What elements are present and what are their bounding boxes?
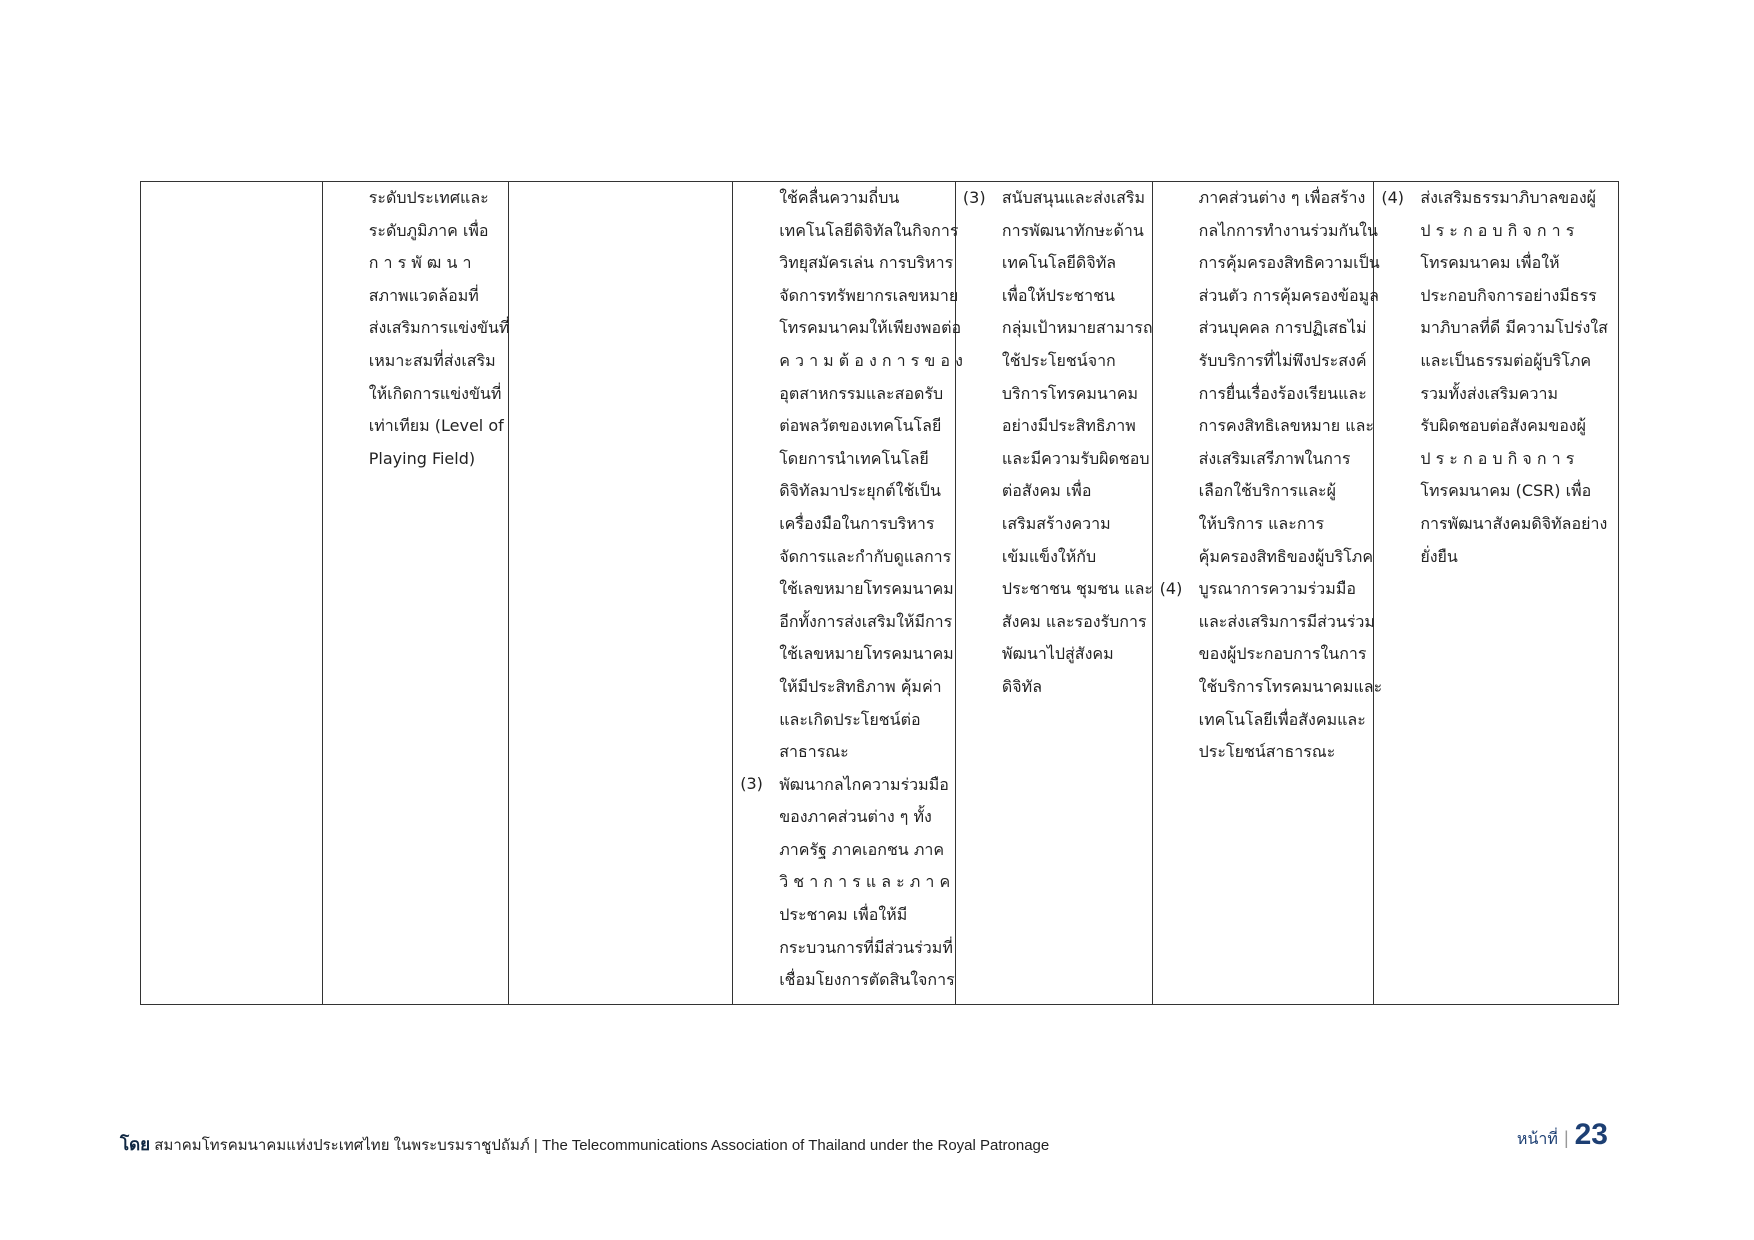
text-line: กลุ่มเป้าหมายสามารถ [1001,318,1153,338]
text-line: จัดการทรัพยากรเลขหมาย [779,285,959,305]
text-line: ประชาคม เพื่อให้มี [779,905,908,925]
table-column-4 [733,182,963,1004]
text-line: ดิจิทัลมาประยุกต์ใช้เป็น [779,481,941,501]
text-line: สาธารณะ [779,742,849,762]
table-column-5 [956,182,1153,1004]
text-line: เหมาะสมที่ส่งเสริม [368,350,496,370]
text-line: พัฒนากลไกความร่วมมือ [779,774,949,794]
text-line: รวมทั้งส่งเสริมความ [1420,383,1558,403]
page-number: 23 [1574,1118,1608,1151]
table-column-1 [141,182,323,1004]
footer-credit [120,1131,1049,1158]
text-line: โทรคมนาคม (CSR) เพื่อ [1420,481,1592,501]
text-line: เครื่องมือในการบริหาร [779,513,935,533]
text-line: ใช้บริการโทรคมนาคมและ [1198,676,1383,696]
text-line: ยั่งยืน [1420,546,1458,566]
item-number: (4) [1381,188,1405,207]
table-column-7 [1374,182,1618,1004]
text-line: มาภิบาลที่ดี มีความโปร่งใส [1420,318,1608,338]
text-line: สภาพแวดล้อมที่ [368,285,479,305]
text-line: ต่อสังคม เพื่อ [1001,481,1092,501]
text-line: Playing Field) [368,448,476,468]
item-number: (4) [1159,579,1183,598]
text-line: ระดับประเทศและ [368,188,489,207]
text-line: เท่าเทียม (Level of [368,416,504,436]
text-line: เทคโนโลยีดิจิทัลในกิจการ [779,220,959,240]
text-line: เทคโนโลยีดิจิทัล [1001,253,1117,273]
text-line: เข้มแข็งให้กับ [1001,546,1097,566]
text-line: ก า ร พั ฒ น า [368,253,472,273]
text-line: สนับสนุนและส่งเสริม [1001,188,1146,207]
footer-org: สมาคมโทรคมนาคมแห่งประเทศไทย ในพระบรมราชูปถัมภ์ | The Telecommunications Association of Thailand under the Royal Patronage [150,1137,1050,1154]
text-line: ส่งเสริมธรรมาภิบาลของผู้ [1420,188,1597,207]
page-separator: | [1563,1128,1569,1148]
text-line: คุ้มครองสิทธิของผู้บริโภค [1198,546,1374,566]
text-line: ต่อพลวัตของเทคโนโลยี [779,416,942,436]
text-line: วิทยุสมัครเล่น การบริหาร [779,253,954,273]
text-line: เชื่อมโยงการตัดสินใจการ [779,970,955,990]
text-line: ระดับภูมิภาค เพื่อ [368,220,489,240]
text-line: และเกิดประโยชน์ต่อ [779,709,921,729]
text-line: รับบริการที่ไม่พึงประสงค์ [1198,350,1367,370]
text-line: เพื่อให้ประชาชน [1001,285,1115,305]
text-line: รับผิดชอบต่อสังคมของผู้ [1420,416,1587,436]
text-line: ให้เกิดการแข่งขันที่ [368,383,502,403]
text-line: พัฒนาไปสู่สังคม [1001,644,1114,664]
text-line: การคงสิทธิเลขหมาย และ [1198,416,1374,436]
text-line: กลไกการทำงานร่วมกันใน [1198,220,1378,240]
footer-by: โดย [120,1135,151,1154]
column-6-text [1199,182,1383,769]
text-line: ส่วนตัว การคุ้มครองข้อมูล [1198,285,1379,305]
column-2-text [369,182,510,475]
table-column-6 [1153,182,1383,1004]
item-number: (3) [740,774,763,793]
text-line: สังคม และรองรับการ [1001,611,1147,631]
text-line: ให้บริการ และการ [1198,513,1325,533]
text-line: ค ว า ม ต้ อ ง ก า ร ข อ ง [779,350,963,370]
page-label: หน้าที่ [1516,1131,1558,1148]
text-line: อย่างมีประสิทธิภาพ [1001,416,1136,436]
text-line: โทรคมนาคม เพื่อให้ [1420,253,1560,273]
text-line: การยื่นเรื่องร้องเรียนและ [1198,383,1367,403]
column-5-text [1002,182,1153,704]
text-line: และส่งเสริมการมีส่วนร่วม [1198,611,1375,631]
text-line: จัดการและกำกับดูแลการ [779,546,952,566]
table-column-3 [509,182,734,1004]
text-line: การคุ้มครองสิทธิความเป็น [1198,253,1380,273]
text-line: การพัฒนาสังคมดิจิทัลอย่าง [1420,513,1608,533]
page-indicator [1517,1118,1608,1152]
text-line: ป ร ะ ก อ บ กิ จ ก า ร [1420,448,1575,468]
text-line: ใช้ประโยชน์จาก [1001,350,1116,370]
text-line: โทรคมนาคมให้เพียงพอต่อ [779,318,962,338]
text-line: วิ ช า ก า ร แ ล ะ ภ า ค [779,872,951,892]
text-line: บูรณาการความร่วมมือ [1198,579,1356,599]
table-column-2 [323,182,509,1004]
text-line: อีกทั้งการส่งเสริมให้มีการ [779,611,953,631]
text-line: เลือกใช้บริการและผู้ [1198,481,1336,501]
item-number: (3) [962,188,986,207]
text-line: ป ร ะ ก อ บ กิ จ ก า ร [1420,220,1575,240]
text-line: ดิจิทัล [1001,676,1043,696]
text-line: ภาครัฐ ภาคเอกชน ภาค [779,839,945,859]
content-table [140,181,1619,1005]
text-line: และมีความรับผิดชอบ [1001,448,1150,468]
text-line: และเป็นธรรมต่อผู้บริโภค [1420,350,1592,370]
text-line: ใช้คลื่นความถี่บน [779,188,900,207]
text-line: เสริมสร้างความ [1001,513,1111,533]
text-line: กระบวนการที่มีส่วนร่วมที่ [779,937,953,957]
text-line: ส่วนบุคคล การปฏิเสธไม่ [1198,318,1367,338]
text-line: การพัฒนาทักษะด้าน [1001,220,1144,240]
text-line: เทคโนโลยีเพื่อสังคมและ [1198,709,1366,729]
text-line: ส่งเสริมการแข่งขันที่ [368,318,510,338]
text-line: ของภาคส่วนต่าง ๆ ทั้ง [779,807,932,827]
text-line: ใช้เลขหมายโทรคมนาคม [779,579,954,599]
text-line: ประชาชน ชุมชน และ [1001,579,1153,599]
column-7-text [1420,182,1608,573]
text-line: บริการโทรคมนาคม [1001,383,1139,403]
column-4-text [779,182,963,997]
text-line: ของผู้ประกอบการในการ [1198,644,1367,664]
text-line: อุตสาหกรรมและสอดรับ [779,383,944,403]
text-line: ใช้เลขหมายโทรคมนาคม [779,644,954,664]
text-line: ประกอบกิจการอย่างมีธรร [1420,285,1597,305]
text-line: ประโยชน์สาธารณะ [1198,742,1336,762]
text-line: ส่งเสริมเสรีภาพในการ [1198,448,1351,468]
text-line: ให้มีประสิทธิภาพ คุ้มค่า [779,676,942,696]
text-line: ภาคส่วนต่าง ๆ เพื่อสร้าง [1198,188,1366,207]
text-line: โดยการนำเทคโนโลยี [779,448,929,468]
